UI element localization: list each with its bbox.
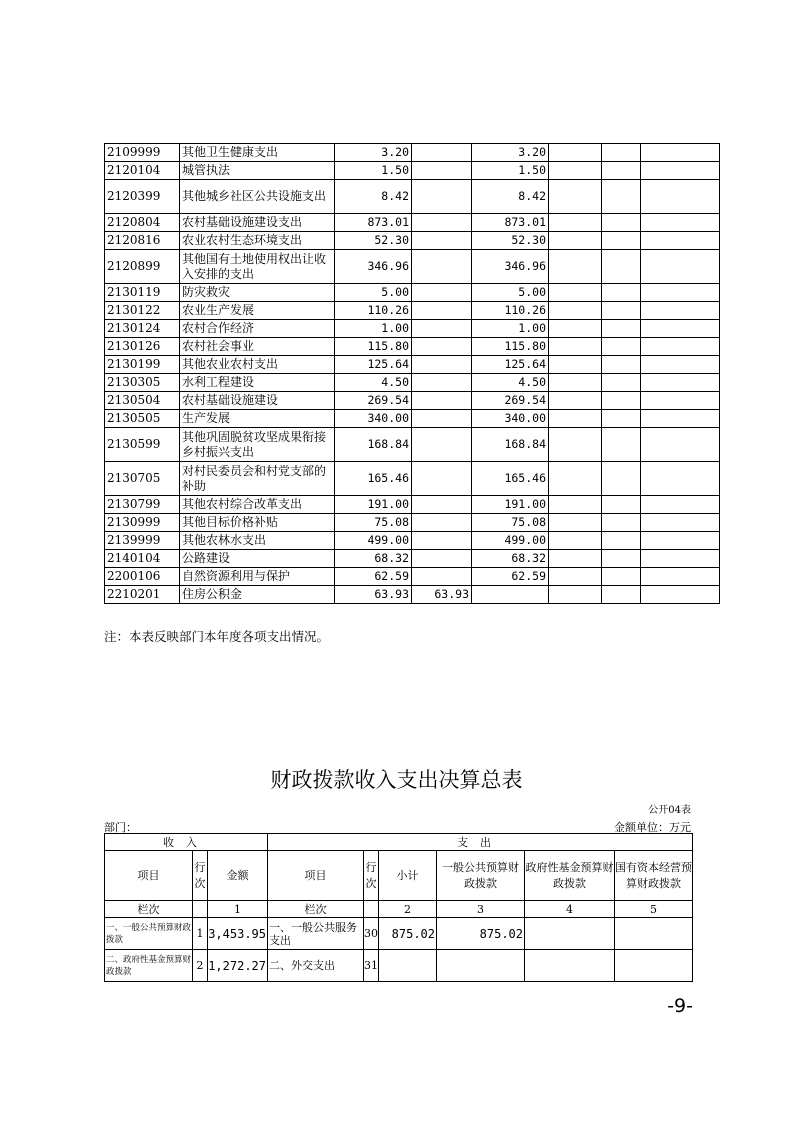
- table-row: [105, 320, 720, 338]
- row-basic: [412, 496, 472, 514]
- row-total: 63.93: [335, 586, 412, 604]
- row-total: 346.96: [335, 250, 412, 284]
- row-total: 125.64: [335, 356, 412, 374]
- summary-row: [105, 950, 693, 982]
- row-code: 2120816: [105, 232, 180, 250]
- col-line: 行次: [193, 851, 208, 901]
- subtotal: [379, 950, 437, 982]
- income-header: 收入: [105, 834, 268, 851]
- row-code: 2139999: [105, 532, 180, 550]
- row-empty: [641, 550, 720, 568]
- row-total: 4.50: [335, 374, 412, 392]
- idx-2: 2: [379, 901, 437, 918]
- row-empty: [602, 144, 641, 162]
- row-empty: [602, 214, 641, 232]
- row-code: 2130119: [105, 284, 180, 302]
- row-code: 2130126: [105, 338, 180, 356]
- row-total: 165.46: [335, 462, 412, 496]
- row-empty: [549, 214, 602, 232]
- row-name: 其他国有土地使用权出让收入安排的支出: [180, 250, 335, 284]
- row-basic: [412, 320, 472, 338]
- row-empty: [549, 284, 602, 302]
- row-empty: [641, 586, 720, 604]
- form-number: 公开04表: [648, 805, 691, 816]
- row-empty: [641, 250, 720, 284]
- row-project: [472, 586, 549, 604]
- row-name: 其他目标价格补贴: [180, 514, 335, 532]
- row-project: 68.32: [472, 550, 549, 568]
- idx-label2: 栏次: [268, 901, 364, 918]
- row-empty: [602, 302, 641, 320]
- row-name: 其他城乡社区公共设施支出: [180, 180, 335, 214]
- row-empty: [641, 162, 720, 180]
- table-row: [105, 214, 720, 232]
- row-code: 2130199: [105, 356, 180, 374]
- income-amount: 1,272.27: [208, 950, 268, 982]
- row-empty: [602, 180, 641, 214]
- row-total: 75.08: [335, 514, 412, 532]
- table-row: [105, 550, 720, 568]
- row-code: 2120104: [105, 162, 180, 180]
- row-empty: [602, 374, 641, 392]
- table-row: [105, 496, 720, 514]
- col-subtotal: 小计: [379, 851, 437, 901]
- row-name: 其他卫生健康支出: [180, 144, 335, 162]
- row-project: 1.50: [472, 162, 549, 180]
- row-project: 62.59: [472, 568, 549, 586]
- row-total: 110.26: [335, 302, 412, 320]
- row-total: 62.59: [335, 568, 412, 586]
- row-basic: [412, 410, 472, 428]
- row-empty: [549, 162, 602, 180]
- table-row: [105, 586, 720, 604]
- row-name: 对村民委员会和村党支部的补助: [180, 462, 335, 496]
- row-code: 2120899: [105, 250, 180, 284]
- state: [615, 950, 693, 982]
- row-empty: [549, 144, 602, 162]
- general: [437, 950, 525, 982]
- row-name: 农村基础设施建设支出: [180, 214, 335, 232]
- expense-line: 31: [364, 950, 379, 982]
- row-name: 城管执法: [180, 162, 335, 180]
- row-empty: [602, 462, 641, 496]
- row-project: 75.08: [472, 514, 549, 532]
- row-total: 3.20: [335, 144, 412, 162]
- row-project: 125.64: [472, 356, 549, 374]
- summary-table: [104, 833, 693, 982]
- row-basic: [412, 302, 472, 320]
- income-line: 1: [193, 918, 208, 950]
- row-empty: [549, 232, 602, 250]
- row-name: 公路建设: [180, 550, 335, 568]
- row-name: 农业农村生态环境支出: [180, 232, 335, 250]
- row-project: 3.20: [472, 144, 549, 162]
- row-empty: [549, 550, 602, 568]
- row-code: 2130124: [105, 320, 180, 338]
- row-code: 2130505: [105, 410, 180, 428]
- row-project: 340.00: [472, 410, 549, 428]
- row-total: 5.00: [335, 284, 412, 302]
- row-empty: [641, 214, 720, 232]
- row-basic: [412, 374, 472, 392]
- row-total: 1.50: [335, 162, 412, 180]
- row-basic: [412, 144, 472, 162]
- row-empty: [549, 586, 602, 604]
- row-empty: [641, 514, 720, 532]
- row-basic: [412, 180, 472, 214]
- row-basic: [412, 532, 472, 550]
- row-empty: [602, 532, 641, 550]
- row-empty: [641, 462, 720, 496]
- row-project: 52.30: [472, 232, 549, 250]
- row-empty: [549, 462, 602, 496]
- row-name: 其他巩固脱贫攻坚成果衔接乡村振兴支出: [180, 428, 335, 462]
- row-empty: [549, 250, 602, 284]
- row-code: 2130799: [105, 496, 180, 514]
- expense-line: 30: [364, 918, 379, 950]
- row-empty: [549, 356, 602, 374]
- idx-5: 5: [615, 901, 693, 918]
- row-project: 346.96: [472, 250, 549, 284]
- table-row: [105, 144, 720, 162]
- row-empty: [602, 514, 641, 532]
- row-basic: [412, 338, 472, 356]
- income-item: 一、一般公共预算财政拨款: [105, 918, 193, 950]
- row-empty: [641, 392, 720, 410]
- row-name: 农村社会事业: [180, 338, 335, 356]
- row-empty: [641, 180, 720, 214]
- row-name: 其他农林水支出: [180, 532, 335, 550]
- fund: [525, 950, 615, 982]
- row-project: 110.26: [472, 302, 549, 320]
- row-code: 2130504: [105, 392, 180, 410]
- row-project: 5.00: [472, 284, 549, 302]
- row-name: 其他农村综合改革支出: [180, 496, 335, 514]
- row-empty: [549, 496, 602, 514]
- row-empty: [641, 284, 720, 302]
- row-total: 115.80: [335, 338, 412, 356]
- row-empty: [641, 532, 720, 550]
- row-basic: 63.93: [412, 586, 472, 604]
- row-empty: [641, 302, 720, 320]
- idx-4: 4: [525, 901, 615, 918]
- row-name: 生产发展: [180, 410, 335, 428]
- row-empty: [602, 568, 641, 586]
- income-item: 二、政府性基金预算财政拨款: [105, 950, 193, 982]
- row-basic: [412, 356, 472, 374]
- row-basic: [412, 250, 472, 284]
- row-name: 水利工程建设: [180, 374, 335, 392]
- row-empty: [641, 338, 720, 356]
- row-total: 269.54: [335, 392, 412, 410]
- row-empty: [549, 410, 602, 428]
- table-note: 注：本表反映部门本年度各项支出情况。: [104, 629, 330, 644]
- expense-detail-body: [105, 144, 720, 604]
- table-row: [105, 568, 720, 586]
- row-project: 165.46: [472, 462, 549, 496]
- summary-title: 财政拨款收入支出决算总表: [270, 768, 523, 792]
- expense-detail-table: [104, 143, 720, 604]
- row-total: 52.30: [335, 232, 412, 250]
- row-code: 2120804: [105, 214, 180, 232]
- row-code: 2130305: [105, 374, 180, 392]
- row-empty: [549, 180, 602, 214]
- idx-3: 3: [437, 901, 525, 918]
- row-total: 1.00: [335, 320, 412, 338]
- row-empty: [641, 144, 720, 162]
- unit-label: 金额单位：万元: [614, 821, 691, 834]
- fund: [525, 918, 615, 950]
- row-name: 农村基础设施建设: [180, 392, 335, 410]
- row-empty: [641, 496, 720, 514]
- table-row: [105, 180, 720, 214]
- table-row: [105, 250, 720, 284]
- row-empty: [641, 428, 720, 462]
- row-name: 防灾救灾: [180, 284, 335, 302]
- row-total: 873.01: [335, 214, 412, 232]
- row-basic: [412, 214, 472, 232]
- row-name: 自然资源利用与保护: [180, 568, 335, 586]
- col-amount: 金额: [208, 851, 268, 901]
- row-basic: [412, 392, 472, 410]
- row-basic: [412, 462, 472, 496]
- income-line: 2: [193, 950, 208, 982]
- row-empty: [641, 320, 720, 338]
- expense-header: 支出: [268, 834, 693, 851]
- row-empty: [602, 232, 641, 250]
- table-row: [105, 356, 720, 374]
- row-project: 1.00: [472, 320, 549, 338]
- row-empty: [602, 586, 641, 604]
- row-code: 2140104: [105, 550, 180, 568]
- row-total: 168.84: [335, 428, 412, 462]
- row-empty: [602, 284, 641, 302]
- row-empty: [549, 338, 602, 356]
- row-empty: [549, 532, 602, 550]
- col-line2: 行次: [364, 851, 379, 901]
- general: 875.02: [437, 918, 525, 950]
- row-project: 499.00: [472, 532, 549, 550]
- row-basic: [412, 284, 472, 302]
- table-row: [105, 374, 720, 392]
- row-empty: [641, 232, 720, 250]
- row-project: 873.01: [472, 214, 549, 232]
- row-empty: [641, 568, 720, 586]
- col-item2: 项目: [268, 851, 364, 901]
- col-item: 项目: [105, 851, 193, 901]
- row-total: 499.00: [335, 532, 412, 550]
- row-empty: [602, 356, 641, 374]
- row-empty: [602, 392, 641, 410]
- summary-row: [105, 918, 693, 950]
- row-empty: [641, 374, 720, 392]
- page-number: -9-: [667, 995, 693, 1017]
- row-empty: [602, 428, 641, 462]
- row-empty: [602, 410, 641, 428]
- row-total: 8.42: [335, 180, 412, 214]
- table-row: [105, 162, 720, 180]
- table-row: [105, 410, 720, 428]
- row-basic: [412, 162, 472, 180]
- row-code: 2120399: [105, 180, 180, 214]
- row-name: 农业生产发展: [180, 302, 335, 320]
- row-basic: [412, 568, 472, 586]
- row-empty: [549, 392, 602, 410]
- expense-item: 一、一般公共服务支出: [268, 918, 364, 950]
- row-code: 2109999: [105, 144, 180, 162]
- row-total: 68.32: [335, 550, 412, 568]
- row-code: 2130999: [105, 514, 180, 532]
- row-name: 住房公积金: [180, 586, 335, 604]
- row-empty: [549, 514, 602, 532]
- row-empty: [549, 320, 602, 338]
- table-row: [105, 462, 720, 496]
- row-code: 2210201: [105, 586, 180, 604]
- row-code: 2130122: [105, 302, 180, 320]
- row-empty: [549, 302, 602, 320]
- row-code: 2200106: [105, 568, 180, 586]
- department-label: 部门：: [104, 821, 137, 834]
- col-state: 国有资本经营预算财政拨款: [615, 851, 693, 901]
- col-general: 一般公共预算财政拨款: [437, 851, 525, 901]
- row-project: 8.42: [472, 180, 549, 214]
- row-name: 农村合作经济: [180, 320, 335, 338]
- row-total: 191.00: [335, 496, 412, 514]
- row-basic: [412, 550, 472, 568]
- idx-1: 1: [208, 901, 268, 918]
- subtotal: 875.02: [379, 918, 437, 950]
- row-project: 191.00: [472, 496, 549, 514]
- row-empty: [549, 568, 602, 586]
- row-project: 4.50: [472, 374, 549, 392]
- table-row: [105, 392, 720, 410]
- row-total: 340.00: [335, 410, 412, 428]
- table-row: [105, 232, 720, 250]
- row-empty: [602, 496, 641, 514]
- table-row: [105, 338, 720, 356]
- table-row: [105, 514, 720, 532]
- row-basic: [412, 428, 472, 462]
- row-empty: [602, 162, 641, 180]
- row-project: 269.54: [472, 392, 549, 410]
- row-empty: [549, 374, 602, 392]
- expense-item: 二、外交支出: [268, 950, 364, 982]
- row-code: 2130599: [105, 428, 180, 462]
- row-empty: [641, 356, 720, 374]
- row-basic: [412, 514, 472, 532]
- row-empty: [602, 550, 641, 568]
- idx-label: 栏次: [105, 901, 193, 918]
- table-row: [105, 302, 720, 320]
- row-code: 2130705: [105, 462, 180, 496]
- row-empty: [549, 428, 602, 462]
- income-amount: 3,453.95: [208, 918, 268, 950]
- row-project: 168.84: [472, 428, 549, 462]
- row-empty: [602, 320, 641, 338]
- row-empty: [641, 410, 720, 428]
- row-basic: [412, 232, 472, 250]
- table-row: [105, 284, 720, 302]
- col-fund: 政府性基金预算财政拨款: [525, 851, 615, 901]
- row-empty: [602, 250, 641, 284]
- table-row: [105, 428, 720, 462]
- state: [615, 918, 693, 950]
- row-name: 其他农业农村支出: [180, 356, 335, 374]
- row-empty: [602, 338, 641, 356]
- table-row: [105, 532, 720, 550]
- row-project: 115.80: [472, 338, 549, 356]
